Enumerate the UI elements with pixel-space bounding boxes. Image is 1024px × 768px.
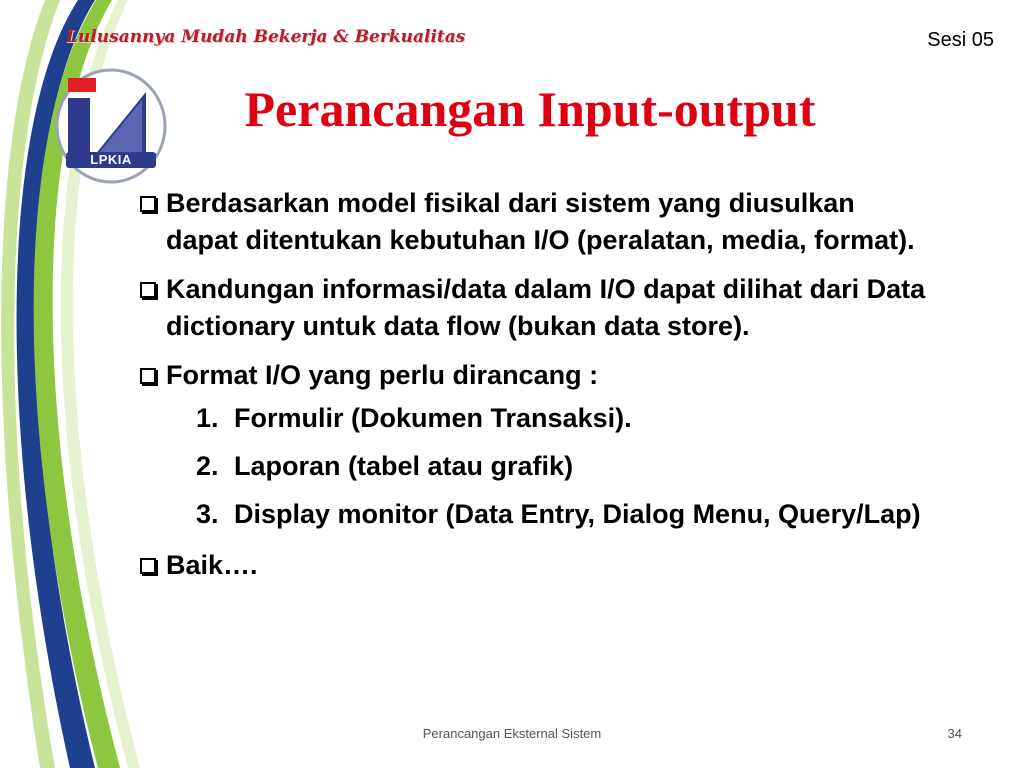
- footer-text: Perancangan Eksternal Sistem: [422, 726, 602, 741]
- item-number: 1.: [196, 403, 219, 433]
- bullet-item: [134, 547, 934, 584]
- session-label: Sesi 05: [927, 29, 994, 51]
- checkbox-bullet-icon: [140, 558, 156, 574]
- item-text: Display monitor (Data Entry, Dialog Menu, Query/Lap): [234, 499, 921, 529]
- bullet-text: Format I/O yang perlu dirancang :: [166, 360, 599, 390]
- numbered-item: [196, 400, 934, 437]
- bullet-text: Baik….: [166, 550, 258, 580]
- numbered-item: [196, 496, 934, 533]
- item-text: Formulir (Dokumen Transaksi).: [234, 403, 632, 433]
- slide-title: Perancangan Input-output: [244, 81, 816, 137]
- logo-caption: LPKIA: [90, 152, 132, 167]
- checkbox-bullet-icon: [140, 196, 156, 212]
- slide-body: [134, 185, 934, 596]
- item-number: 2.: [196, 451, 219, 481]
- bullet-text: Berdasarkan model fisikal dari sistem yang diusulkan dapat ditentukan kebutuhan I/O (peralatan, media, format).: [166, 188, 915, 255]
- page-number: 34: [947, 726, 962, 741]
- lpkia-logo: [54, 68, 168, 184]
- slogan-text: Lulusannya Mudah Bekerja & Berkualitas: [66, 27, 466, 47]
- bullet-item: [134, 357, 934, 394]
- bullet-item: [134, 271, 934, 345]
- item-text: Laporan (tabel atau grafik): [234, 451, 574, 481]
- checkbox-bullet-icon: [140, 368, 156, 384]
- bullet-item: [134, 185, 934, 259]
- bullet-text: Kandungan informasi/data dalam I/O dapat dilihat dari Data dictionary untuk data flow (bukan data store).: [166, 274, 926, 341]
- numbered-item: [196, 448, 934, 485]
- checkbox-bullet-icon: [140, 282, 156, 298]
- item-number: 3.: [196, 499, 219, 529]
